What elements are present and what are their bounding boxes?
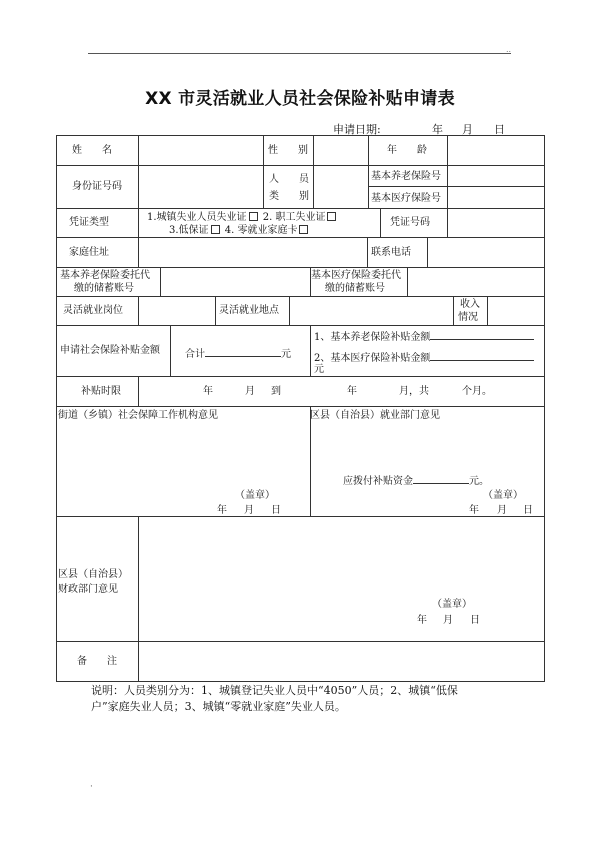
person-type-label-1: 人 员	[269, 174, 309, 185]
phone-label: 联系电话	[371, 247, 411, 258]
checkbox-unemployment-cert[interactable]	[249, 212, 258, 221]
medical-account-label-1: 基本医疗保险委托代	[311, 270, 401, 281]
employment-year: 年	[469, 505, 479, 516]
period-to: 到	[271, 386, 281, 397]
home-address-label: 家庭住址	[69, 247, 109, 258]
subsidy-amount-label: 申请社会保险补贴金额	[60, 345, 160, 356]
street-day: 日	[271, 505, 281, 516]
medical-subsidy-amount: 2、基本医疗保险补贴金额	[314, 350, 534, 365]
page-mark-bottom: ·	[90, 782, 93, 792]
application-form-table	[56, 135, 545, 682]
apply-date-label: 申请日期:	[333, 123, 381, 136]
pension-subsidy-amount: 1、基本养老保险补贴金额	[314, 329, 534, 344]
finance-day: 日	[470, 615, 480, 626]
period-months: 个月。	[462, 386, 492, 397]
street-opinion-label: 街道（乡镇）社会保障工作机构意见	[58, 410, 218, 421]
apply-date-year: 年	[432, 123, 443, 136]
period-start-year: 年	[203, 386, 213, 397]
certificate-options-line-2: 3.低保证 4. 零就业家庭卡	[169, 224, 310, 237]
subsidy-period-label: 补贴时限	[81, 386, 121, 397]
street-month: 月	[244, 505, 254, 516]
form-notes	[91, 683, 511, 715]
employment-seal: （盖章）	[483, 490, 523, 501]
id-number-label: 身份证号码	[72, 181, 122, 192]
finance-year: 年	[417, 615, 427, 626]
finance-seal: （盖章）	[432, 599, 472, 610]
pension-account-label-1: 基本养老保险委托代	[60, 270, 150, 281]
finance-month: 月	[443, 615, 453, 626]
flexible-job-post-label: 灵活就业岗位	[63, 305, 123, 316]
certificate-options-line-1: 1.城镇失业人员失业证 2. 职工失业证	[147, 211, 338, 224]
period-end-month: 月，共	[399, 386, 429, 397]
finance-opinion-label-1: 区县（自治县）	[58, 569, 128, 580]
income-label-1: 收入	[460, 299, 480, 310]
medical-insurance-number-label: 基本医疗保险号	[371, 193, 441, 204]
notes-line-1: 说明：人员类别分为：1、城镇登记失业人员中“4050”人员；2、城镇“低保	[91, 684, 458, 697]
medical-account-label-2: 缴的储蓄账号	[325, 283, 385, 294]
pension-insurance-number-label: 基本养老保险号	[371, 171, 441, 182]
notes-line-2: 户”家庭失业人员；3、城镇“零就业家庭”失业人员。	[91, 700, 346, 713]
age-label: 年 龄	[387, 145, 427, 156]
form-title: XX 市灵活就业人员社会保险补贴申请表	[145, 89, 455, 109]
certificate-number-label: 凭证号码	[390, 217, 430, 228]
checkbox-worker-unemployment-cert[interactable]	[327, 212, 336, 221]
apply-date-day: 日	[494, 123, 505, 136]
income-label-2: 情况	[458, 312, 478, 323]
checkbox-low-income-cert[interactable]	[211, 225, 220, 234]
apply-date-month: 月	[462, 123, 473, 136]
gender-label: 性 别	[268, 145, 308, 156]
flexible-job-place-label: 灵活就业地点	[219, 305, 279, 316]
page-mark-top: ..	[506, 45, 512, 54]
certificate-type-label: 凭证类型	[69, 217, 109, 228]
employment-month: 月	[497, 505, 507, 516]
person-type-label-2: 类 别	[269, 191, 309, 202]
pension-account-label-2: 缴的储蓄账号	[74, 283, 134, 294]
top-rule	[88, 53, 511, 54]
medical-subsidy-yuan: 元	[314, 364, 324, 375]
checkbox-zero-employment-card[interactable]	[299, 225, 308, 234]
period-end-year: 年	[347, 386, 357, 397]
district-employment-opinion-label: 区县（自治县）就业部门意见	[310, 410, 440, 421]
payable-subsidy: 应拨付补贴资金 元。	[343, 473, 489, 488]
name-label: 姓 名	[72, 145, 112, 156]
finance-opinion-label-2: 财政部门意见	[58, 584, 118, 595]
street-seal: （盖章）	[235, 490, 275, 501]
subsidy-total: 合计 元	[185, 346, 291, 361]
street-year: 年	[217, 505, 227, 516]
period-start-month: 月	[245, 386, 255, 397]
remarks-label: 备 注	[77, 656, 117, 667]
employment-day: 日	[523, 505, 533, 516]
